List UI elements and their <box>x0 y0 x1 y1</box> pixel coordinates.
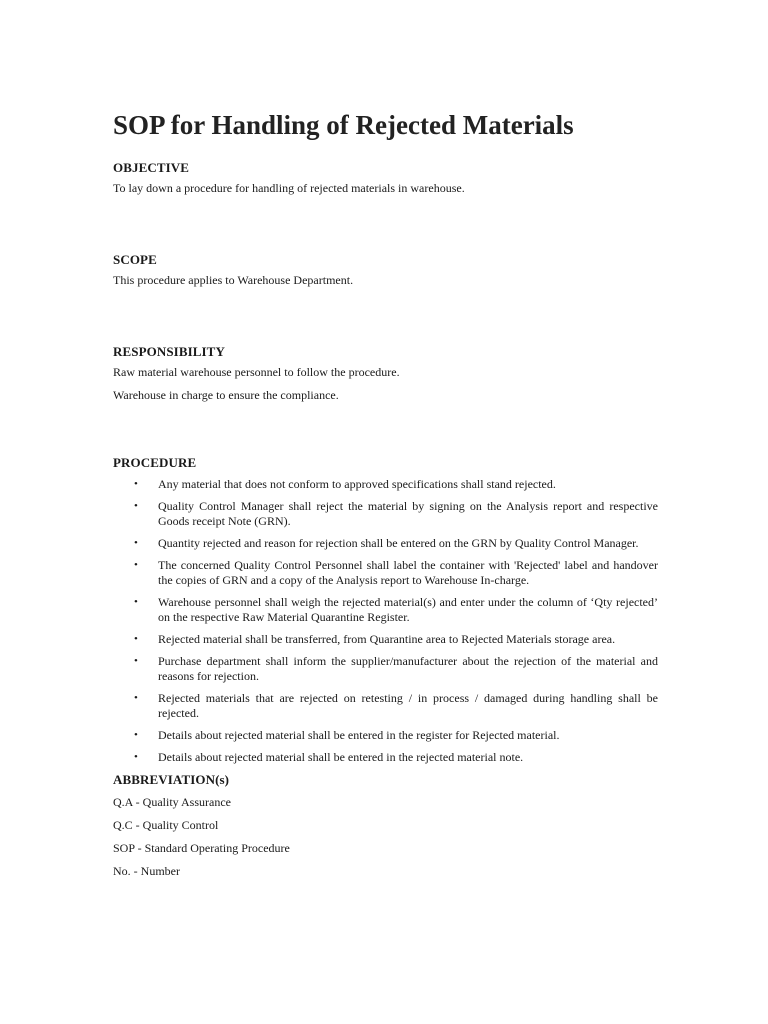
document-page <box>113 108 658 879</box>
list-item <box>113 691 658 721</box>
bullet-icon: • <box>134 537 138 549</box>
list-item <box>113 750 658 765</box>
procedure-list <box>113 477 658 765</box>
list-item-text: Details about rejected material shall be entered in the rejected material note. <box>158 750 524 764</box>
responsibility-line: Raw material warehouse personnel to follow the procedure. <box>113 365 400 379</box>
scope-heading: SCOPE <box>113 252 157 267</box>
responsibility-heading: RESPONSIBILITY <box>113 344 225 359</box>
objective-heading: OBJECTIVE <box>113 160 190 175</box>
bullet-icon: • <box>134 655 138 667</box>
responsibility-section <box>113 344 658 403</box>
list-item <box>113 595 658 625</box>
bullet-icon: • <box>134 596 138 608</box>
list-item <box>113 728 658 743</box>
bullet-icon: • <box>134 559 138 571</box>
list-item <box>113 632 658 647</box>
bullet-icon: • <box>134 729 138 741</box>
list-item <box>113 477 658 492</box>
objective-section <box>113 160 658 196</box>
list-item <box>113 499 658 529</box>
abbreviation-item: SOP - Standard Operating Procedure <box>113 841 290 855</box>
responsibility-line: Warehouse in charge to ensure the compliance. <box>113 388 339 402</box>
list-item-text: Quantity rejected and reason for rejection shall be entered on the GRN by Quality Control Manager. <box>158 536 639 550</box>
scope-section <box>113 252 658 288</box>
document-title: SOP for Handling of Rejected Materials <box>113 110 574 140</box>
abbreviation-item: Q.C - Quality Control <box>113 818 219 832</box>
procedure-heading: PROCEDURE <box>113 455 197 470</box>
procedure-section <box>113 455 658 765</box>
list-item <box>113 558 658 588</box>
list-item-text: Rejected material shall be transferred, from Quarantine area to Rejected Materials storage area. <box>158 632 616 646</box>
bullet-icon: • <box>134 692 138 704</box>
list-item <box>113 536 658 551</box>
list-item-text: Any material that does not conform to approved specifications shall stand rejected. <box>158 477 556 491</box>
list-item-text: Quality Control Manager shall reject the material by signing on the Analysis report and respective Goods receipt Note (GRN). <box>158 499 658 528</box>
list-item-text: Warehouse personnel shall weigh the rejected material(s) and enter under the column of ‘Qty rejected’ on the respective Raw Material Quarantine Register. <box>158 595 658 624</box>
abbreviation-item: Q.A - Quality Assurance <box>113 795 231 809</box>
abbreviations-section <box>113 772 658 879</box>
list-item-text: Rejected materials that are rejected on retesting / in process / damaged during handling shall be rejected. <box>158 691 658 720</box>
abbreviation-item: No. - Number <box>113 864 180 878</box>
objective-text: To lay down a procedure for handling of rejected materials in warehouse. <box>113 181 465 195</box>
list-item-text: Purchase department shall inform the supplier/manufacturer about the rejection of the material and reasons for rejection. <box>158 654 658 683</box>
bullet-icon: • <box>134 478 138 490</box>
bullet-icon: • <box>134 751 138 763</box>
list-item-text: Details about rejected material shall be entered in the register for Rejected material. <box>158 728 560 742</box>
bullet-icon: • <box>134 500 138 512</box>
bullet-icon: • <box>134 633 138 645</box>
list-item-text: The concerned Quality Control Personnel shall label the container with 'Rejected' label and handover the copies of GRN and a copy of the Analysis report to Warehouse In-charge. <box>158 558 658 587</box>
list-item <box>113 654 658 684</box>
abbreviations-heading: ABBREVIATION(s) <box>113 772 230 787</box>
scope-text: This procedure applies to Warehouse Department. <box>113 273 354 287</box>
